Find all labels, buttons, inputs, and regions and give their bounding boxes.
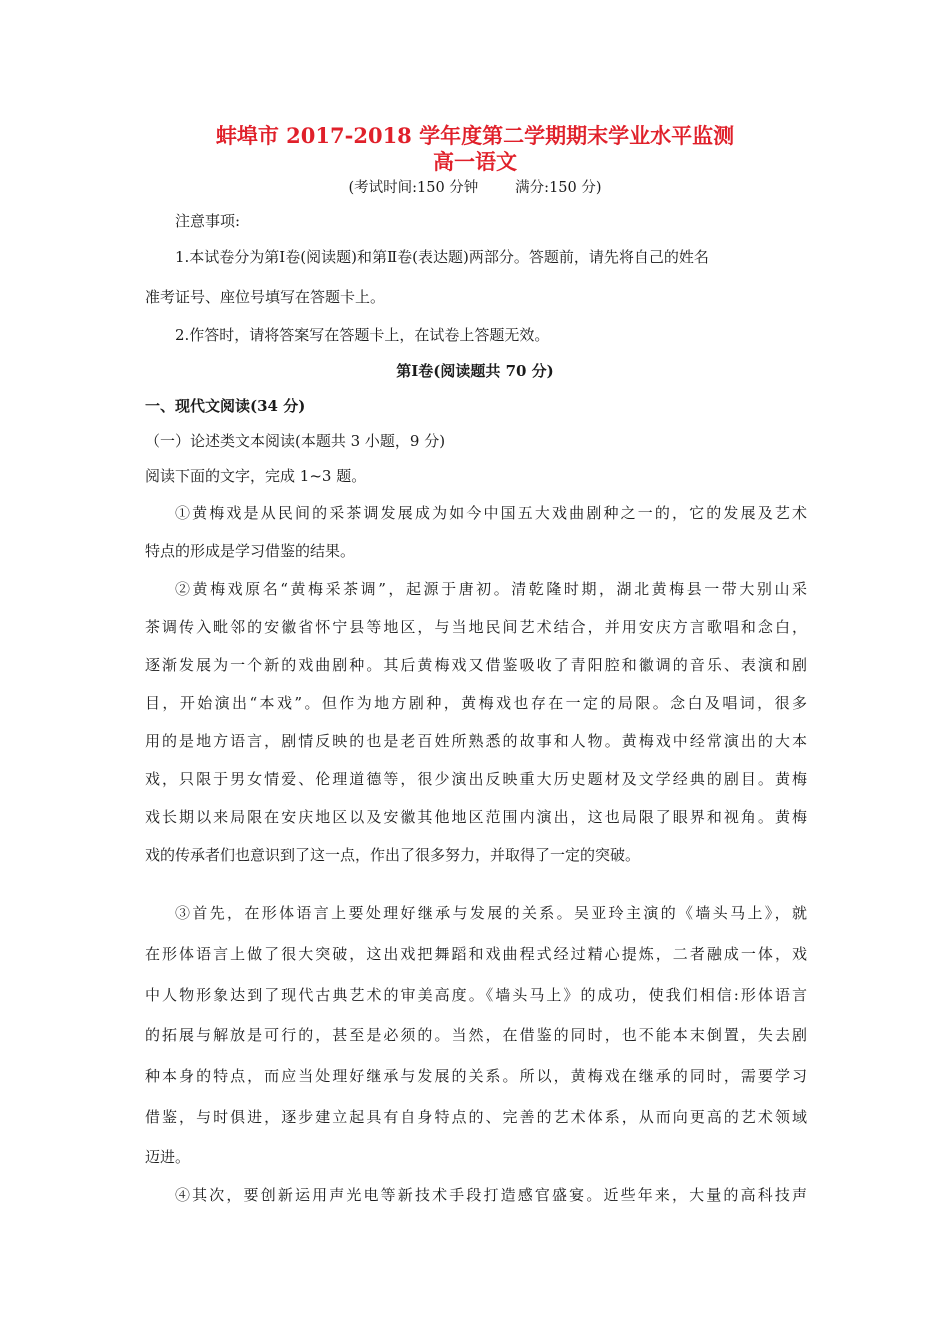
part-title: 第Ⅰ卷(阅读题共 70 分) [396, 362, 554, 380]
paragraph-line: 迈进。 [145, 1148, 191, 1166]
paragraph-line: ④其次，要创新运用声光电等新技术手段打造感官盛宴。近些年来，大量的高科技声 [175, 1186, 807, 1204]
paragraph-line: 戏的传承者们也意识到了这一点，作出了很多努力，并取得了一定的突破。 [145, 846, 641, 864]
paragraph-line: 中人物形象达到了现代古典艺术的审美高度。《墙头马上》的成功，使我们相信:形体语言 [145, 986, 807, 1004]
section-heading-2: （一）论述类文本阅读(本题共 3 小题，9 分) [145, 432, 446, 450]
notice-item-1-line-1: 1.本试卷分为第Ⅰ卷(阅读题)和第Ⅱ卷(表达题)两部分。答题前，请先将自己的姓名 [175, 248, 709, 266]
paragraph-line: 借鉴，与时俱进，逐步建立起具有自身特点的、完善的艺术体系，从而向更高的艺术领域 [145, 1108, 807, 1126]
paragraph-line: ①黄梅戏是从民间的采茶调发展成为如今中国五大戏曲剧种之一的，它的发展及艺术 [175, 504, 807, 522]
paragraph-line: ②黄梅戏原名“黄梅采茶调”，起源于唐初。清乾隆时期，湖北黄梅县一带大别山采 [175, 580, 807, 598]
paragraph-line: 种本身的特点，而应当处理好继承与发展的关系。所以，黄梅戏在继承的同时，需要学习 [145, 1067, 807, 1085]
paragraph-line: 目，开始演出“本戏”。但作为地方剧种，黄梅戏也存在一定的局限。念白及唱词，很多 [145, 694, 807, 712]
paragraph-line: 的拓展与解放是可行的，甚至是必须的。当然，在借鉴的同时，也不能本末倒置，失去剧 [145, 1026, 807, 1044]
paragraph-line: 茶调传入毗邻的安徽省怀宁县等地区，与当地民间艺术结合，并用安庆方言歌唱和念白， [145, 618, 807, 636]
exam-info: (考试时间:150 分钟 满分:150 分) [348, 180, 602, 196]
paragraph-line: 在形体语言上做了很大突破，这出戏把舞蹈和戏曲程式经过精心提炼，二者融成一体，戏 [145, 945, 807, 963]
paragraph-line: 逐渐发展为一个新的戏曲剧种。其后黄梅戏又借鉴吸收了青阳腔和徽调的音乐、表演和剧 [145, 656, 807, 674]
exam-title: 蚌埠市 2017-2018 学年度第二学期期末学业水平监测 [215, 123, 735, 148]
section-heading-1: 一、现代文阅读(34 分) [145, 397, 306, 415]
paragraph-line: 戏，只限于男女情爱、伦理道德等，很少演出反映重大历史题材及文学经典的剧目。黄梅 [145, 770, 807, 788]
notice-item-2: 2.作答时，请将答案写在答题卡上，在试卷上答题无效。 [175, 326, 550, 344]
paragraph-line: 特点的形成是学习借鉴的结果。 [145, 542, 356, 560]
reading-instruction: 阅读下面的文字，完成 1~3 题。 [145, 467, 367, 485]
notice-item-1-line-2: 准考证号、座位号填写在答题卡上。 [145, 288, 386, 306]
exam-subtitle: 高一语文 [433, 149, 517, 174]
paragraph-line: 用的是地方语言，剧情反映的也是老百姓所熟悉的故事和人物。黄梅戏中经常演出的大本 [145, 732, 807, 750]
paragraph-line: ③首先，在形体语言上要处理好继承与发展的关系。吴亚玲主演的《墙头马上》，就 [175, 904, 807, 922]
notice-heading: 注意事项: [175, 212, 241, 230]
paragraph-line: 戏长期以来局限在安庆地区以及安徽其他地区范围内演出，这也局限了眼界和视角。黄梅 [145, 808, 807, 826]
